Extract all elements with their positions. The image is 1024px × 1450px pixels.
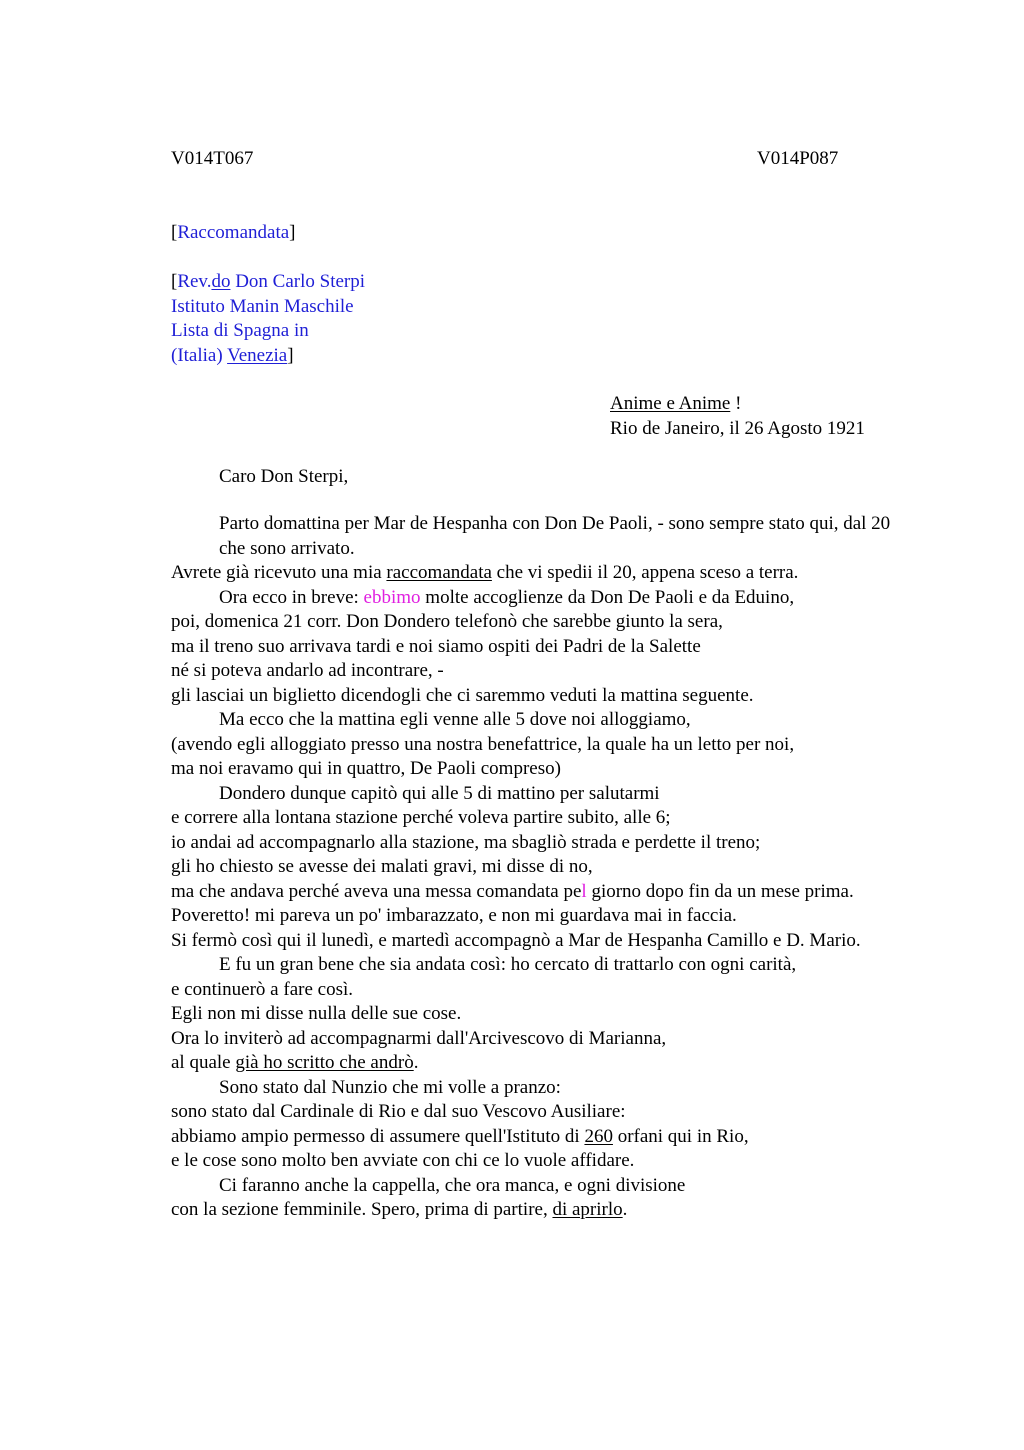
body-line: Sono stato dal Nunzio che mi volle a pranzo: [219,1076,561,1098]
body-line: e le cose sono molto ben avviate con chi ce lo vuole affidare. [171,1150,635,1171]
body-line: Dondero dunque capitò qui alle 5 di mattino per salutarmi [219,782,660,804]
archive-code-right: V014P087 [757,148,839,169]
body-line: Poveretto! mi pareva un po' imbarazzato, e non mi guardava mai in faccia. [171,905,737,926]
body-line: gli ho chiesto se avesse dei malati gravi, mi disse di no, [171,856,593,877]
body-line: sono stato dal Cardinale di Rio e dal suo Vescovo Ausiliare: [171,1101,626,1122]
body-line: E fu un gran bene che sia andata così: ho cercato di trattarlo con ogni carità, [219,954,797,975]
address-line-4: (Italia) Venezia] [171,344,294,366]
body-line: io andai ad accompagnarlo alla stazione, ma sbagliò strada e perdette il treno; [171,831,761,853]
body-line: poi, domenica 21 corr. Don Dondero telefonò che sarebbe giunto la sera, [171,611,723,632]
registered-note-text: Raccomandata [177,222,290,243]
body-line: Si fermò così qui il lunedì, e martedì accompagnò a Mar de Hespanha Camillo e D. Mario. [171,929,861,951]
place-date: Rio de Janeiro, il 26 Agosto 1921 [610,417,865,439]
body-line: Ora ecco in breve: ebbimo molte accoglienze da Don De Paoli e da Eduino, [219,586,795,608]
body-line: abbiamo ampio permesso di assumere quell'Istituto di 260 orfani qui in Rio, [171,1125,749,1147]
letter-body [171,512,906,1223]
body-line: né si poteva andarlo ad incontrare, - [171,660,444,681]
body-line: Ci faranno anche la cappella, che ora manca, e ogni divisione [219,1174,686,1196]
body-line: e continuerò a fare così. [171,978,353,1000]
body-line: Ma ecco che la mattina egli venne alle 5 dove noi alloggiamo, [219,709,691,730]
motto: Anime e Anime ! [610,393,742,414]
body-line: e correre alla lontana stazione perché voleva partire subito, alle 6; [171,807,671,828]
body-line: ma che andava perché aveva una messa comandata pel giorno dopo fin da un mese prima. [171,880,854,902]
body-line: Ora lo inviterò ad accompagnarmi dall'Arcivescovo di Marianna, [171,1027,667,1049]
dateline [610,392,865,441]
body-line: Avrete già ricevuto una mia raccomandata che vi spedii il 20, appena sceso a terra. [171,562,799,583]
salutation: Caro Don Sterpi, [219,466,349,487]
body-paragraph: Parto domattina per Mar de Hespanha con Don De Paoli, - sono sempre stato qui, dal 20 che sono arrivato. [219,513,891,559]
body-line: (avendo egli alloggiato presso una nostra benefattrice, la quale ha un letto per noi, [171,733,795,755]
body-line: al quale già ho scritto che andrò. [171,1052,419,1073]
address-line-3: Lista di Spagna in [171,320,309,341]
body-line: gli lasciai un biglietto dicendogli che ci saremmo veduti la mattina seguente. [171,684,754,706]
body-line: con la sezione femminile. Spero, prima di partire, di aprirlo. [171,1199,628,1220]
body-line: ma noi eravamo qui in quattro, De Paoli compreso) [171,758,561,779]
recipient-address [171,270,365,368]
body-line: Egli non mi disse nulla delle sue cose. [171,1003,462,1024]
address-line-2: Istituto Manin Maschile [171,295,354,317]
archive-code-left: V014T067 [171,148,254,169]
body-line: ma il treno suo arrivava tardi e noi siamo ospiti dei Padri de la Salette [171,635,701,657]
registered-note: [Raccomandata] [171,222,296,243]
address-line-1: [Rev.do Don Carlo Sterpi [171,271,366,292]
